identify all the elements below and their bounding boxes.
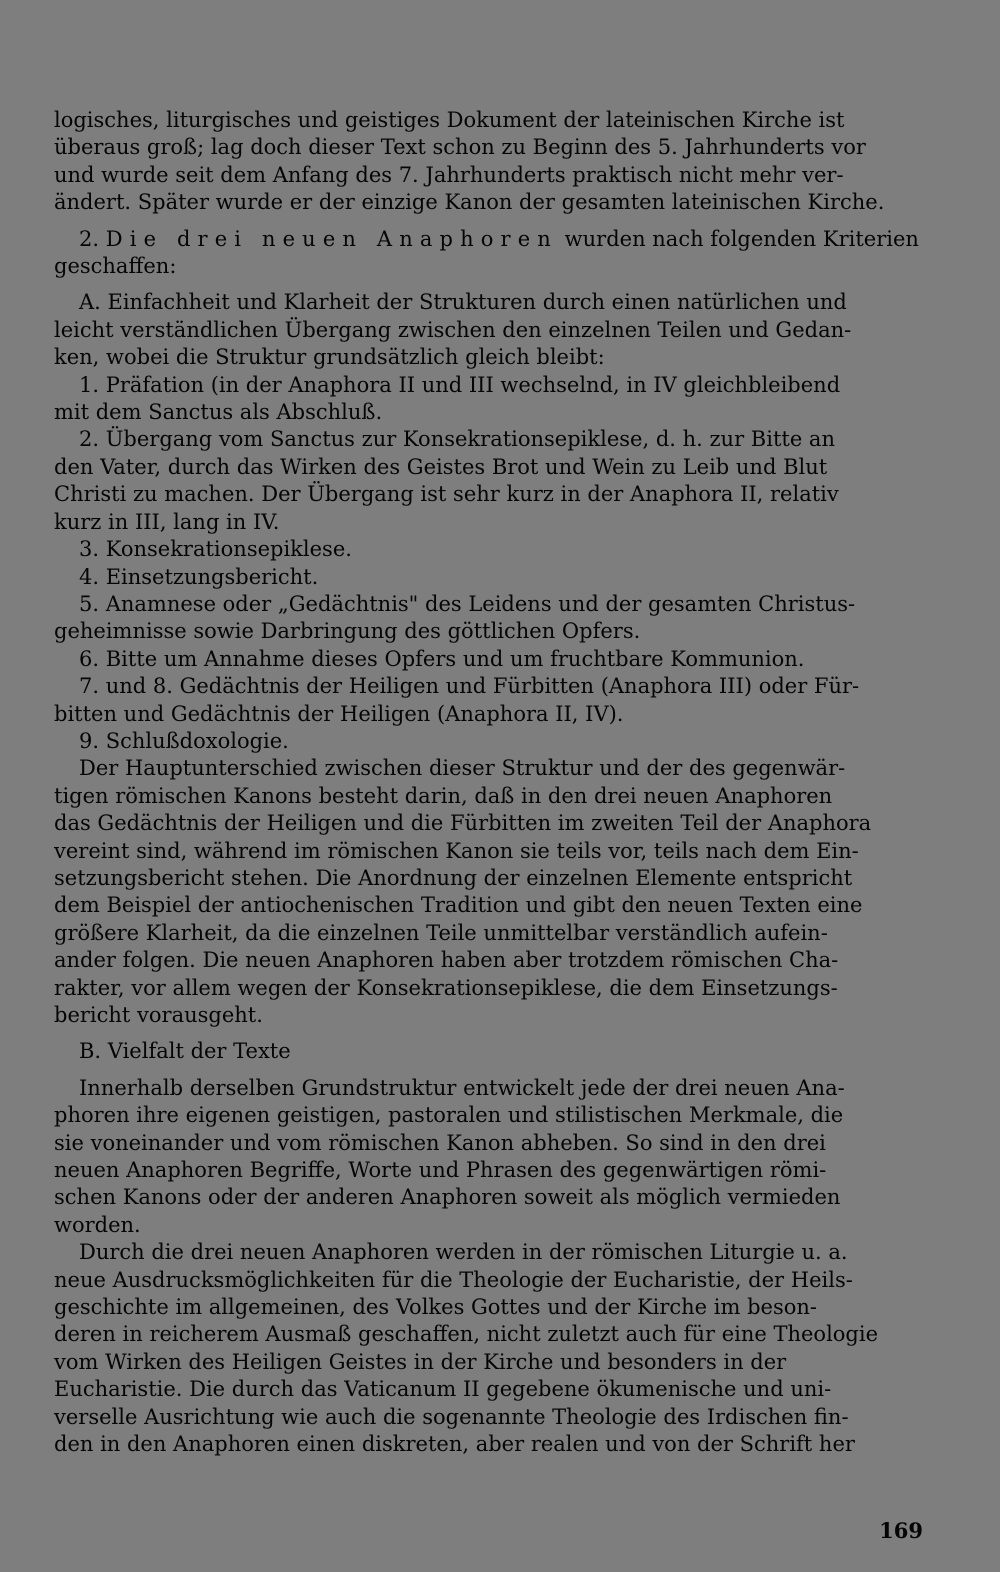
text-line: leicht verständlichen Übergang zwischen den einzelnen Teilen und Gedan- [54, 317, 852, 342]
list-item-line: 1. Präfation (in der Anaphora II und III wechselnd, in IV gleichbleibend [79, 372, 841, 397]
section-title: Die drei neuen Anaphoren [105, 226, 558, 251]
text-line: geschichte im allgemeinen, des Volkes Gottes und der Kirche im beson- [54, 1295, 817, 1320]
list-item-line: 5. Anamnese oder „Gedächtnis" des Leidens und der gesamten Christus- [79, 591, 856, 616]
list-item-line: mit dem Sanctus als Abschluß. [54, 400, 383, 425]
text-line: neue Ausdrucksmöglichkeiten für die Theologie der Eucharistie, der Heils- [54, 1267, 853, 1292]
text-line: worden. [54, 1212, 141, 1237]
list-item-line: 4. Einsetzungsbericht. [79, 564, 319, 589]
section-heading-rest: wurden nach folgenden Kriterien [564, 226, 919, 251]
text-line: vom Wirken des Heiligen Geistes in der Kirche und besonders in der [54, 1349, 787, 1374]
text-line: und wurde seit dem Anfang des 7. Jahrhunderts praktisch nicht mehr ver- [54, 162, 844, 187]
text-line: Eucharistie. Die durch das Vaticanum II gegebene ökumenische und uni- [54, 1377, 832, 1402]
text-line: bericht vorausgeht. [54, 1003, 263, 1027]
text-line: überaus groß; lag doch dieser Text schon zu Beginn des 5. Jahrhunderts vor [54, 135, 866, 160]
text-line: größere Klarheit, da die einzelnen Teile unmittelbar verständlich aufein- [54, 920, 828, 945]
text-line: Der Hauptunterschied zwischen dieser Struktur und der des gegenwär- [79, 756, 846, 781]
text-line: vereint sind, während im römischen Kanon sie teils vor, teils nach dem Ein- [54, 838, 859, 863]
list-item-line: Christi zu machen. Der Übergang ist sehr kurz in der Anaphora II, relativ [54, 482, 839, 507]
text-line: tigen römischen Kanons besteht darin, daß in den drei neuen Anaphoren [54, 783, 833, 808]
section-heading-line [54, 226, 922, 253]
text-line: verselle Ausrichtung wie auch die sogenannte Theologie des Irdischen fin- [54, 1404, 849, 1429]
section-number: 2. [79, 226, 100, 251]
list-item-line: 7. und 8. Gedächtnis der Heiligen und Fürbitten (Anaphora III) oder Für- [79, 674, 860, 699]
text-line: neuen Anaphoren Begriffe, Worte und Phrasen des gegenwärtigen römi- [54, 1158, 827, 1183]
body-text [54, 107, 922, 1459]
list-item-line: 3. Konsekrationsepiklese. [79, 537, 352, 562]
text-line: dem Beispiel der antiochenischen Tradition und gibt den neuen Texten eine [54, 893, 863, 918]
text-line: deren in reicherem Ausmaß geschaffen, nicht zuletzt auch für eine Theologie [54, 1322, 879, 1347]
text-line: phoren ihre eigenen geistigen, pastoralen und stilistischen Merkmale, die [54, 1103, 844, 1128]
list-item-line: 9. Schlußdoxologie. [79, 728, 289, 753]
text-line: geschaffen: [54, 254, 177, 279]
text-line: den in den Anaphoren einen diskreten, aber realen und von der Schrift her [54, 1432, 855, 1457]
text-line: das Gedächtnis der Heiligen und die Fürbitten im zweiten Teil der Anaphora [54, 811, 872, 836]
text-line: sie voneinander und vom römischen Kanon abheben. So sind in den drei [54, 1130, 826, 1155]
text-line: Durch die drei neuen Anaphoren werden in der römischen Liturgie u. a. [79, 1240, 848, 1265]
text-line: ken, wobei die Struktur grundsätzlich gleich bleibt: [54, 345, 605, 370]
list-item-line: kurz in III, lang in IV. [54, 509, 280, 534]
text-line: rakter, vor allem wegen der Konsekrationsepiklese, die dem Einsetzungs- [54, 975, 838, 1000]
list-item-line: 6. Bitte um Annahme dieses Opfers und um fruchtbare Kommunion. [79, 646, 805, 671]
text-line: setzungsbericht stehen. Die Anordnung der einzelnen Elemente entspricht [54, 865, 853, 890]
list-item-line: bitten und Gedächtnis der Heiligen (Anaphora II, IV). [54, 701, 624, 726]
text-line: ander folgen. Die neuen Anaphoren haben aber trotzdem römischen Cha- [54, 948, 839, 973]
text-line: Innerhalb derselben Grundstruktur entwickelt jede der drei neuen Ana- [79, 1075, 845, 1100]
text-line: logisches, liturgisches und geistiges Dokument der lateinischen Kirche ist [54, 108, 845, 132]
text-line: schen Kanons oder der anderen Anaphoren soweit als möglich vermieden [54, 1185, 841, 1210]
list-item-line: 2. Übergang vom Sanctus zur Konsekrationsepiklese, d. h. zur Bitte an [79, 427, 835, 452]
text-line: A. Einfachheit und Klarheit der Strukturen durch einen natürlichen und [79, 290, 847, 315]
text-line: ändert. Später wurde er der einzige Kanon der gesamten lateinischen Kirche. [54, 190, 885, 215]
list-item-line: den Vater, durch das Wirken des Geistes Brot und Wein zu Leib und Blut [54, 454, 828, 479]
list-item-line: geheimnisse sowie Darbringung des göttlichen Opfers. [54, 619, 641, 644]
subsection-heading: B. Vielfalt der Texte [79, 1039, 291, 1064]
page-number: 169 [879, 1518, 923, 1543]
